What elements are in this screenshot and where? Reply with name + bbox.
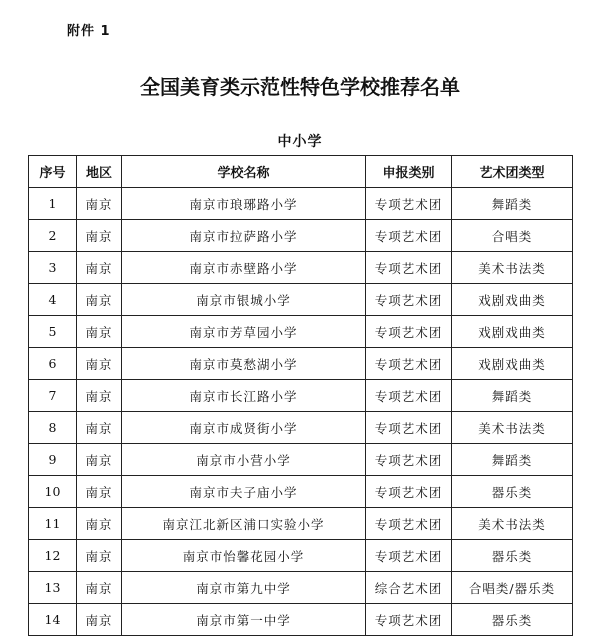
table-row bbox=[29, 444, 573, 476]
row-region: 南京 bbox=[77, 220, 122, 252]
row-index: 1 bbox=[29, 188, 77, 220]
table-row bbox=[29, 508, 573, 540]
row-region: 南京 bbox=[77, 508, 122, 540]
row-index: 8 bbox=[29, 412, 77, 444]
row-troupe-type: 器乐类 bbox=[452, 604, 573, 636]
row-application-category: 专项艺术团 bbox=[366, 508, 452, 540]
row-region: 南京 bbox=[77, 572, 122, 604]
row-application-category: 专项艺术团 bbox=[366, 220, 452, 252]
header-region: 地区 bbox=[77, 156, 122, 188]
row-index: 10 bbox=[29, 476, 77, 508]
row-troupe-type: 舞蹈类 bbox=[452, 188, 573, 220]
row-troupe-type: 美术书法类 bbox=[452, 412, 573, 444]
row-application-category: 专项艺术团 bbox=[366, 188, 452, 220]
row-troupe-type: 戏剧戏曲类 bbox=[452, 284, 573, 316]
header-troupe-type: 艺术团类型 bbox=[452, 156, 573, 188]
row-application-category: 专项艺术团 bbox=[366, 316, 452, 348]
table-row bbox=[29, 348, 573, 380]
row-troupe-type: 合唱类/器乐类 bbox=[452, 572, 573, 604]
row-school-name: 南京市芳草园小学 bbox=[122, 316, 366, 348]
row-index: 5 bbox=[29, 316, 77, 348]
row-region: 南京 bbox=[77, 284, 122, 316]
row-index: 9 bbox=[29, 444, 77, 476]
row-application-category: 专项艺术团 bbox=[366, 284, 452, 316]
table-row bbox=[29, 220, 573, 252]
row-region: 南京 bbox=[77, 380, 122, 412]
row-region: 南京 bbox=[77, 188, 122, 220]
row-application-category: 综合艺术团 bbox=[366, 572, 452, 604]
row-index: 3 bbox=[29, 252, 77, 284]
row-troupe-type: 器乐类 bbox=[452, 476, 573, 508]
row-region: 南京 bbox=[77, 540, 122, 572]
document-title: 全国美育类示范性特色学校推荐名单 bbox=[140, 75, 460, 99]
row-application-category: 专项艺术团 bbox=[366, 444, 452, 476]
row-troupe-type: 美术书法类 bbox=[452, 252, 573, 284]
table-row bbox=[29, 188, 573, 220]
attachment-label: 附件 1 bbox=[67, 24, 111, 39]
row-region: 南京 bbox=[77, 604, 122, 636]
row-application-category: 专项艺术团 bbox=[366, 412, 452, 444]
row-application-category: 专项艺术团 bbox=[366, 348, 452, 380]
row-school-name: 南京市莫愁湖小学 bbox=[122, 348, 366, 380]
row-region: 南京 bbox=[77, 252, 122, 284]
header-application-category: 申报类别 bbox=[366, 156, 452, 188]
row-region: 南京 bbox=[77, 348, 122, 380]
row-school-name: 南京市拉萨路小学 bbox=[122, 220, 366, 252]
row-index: 13 bbox=[29, 572, 77, 604]
row-school-name: 南京江北新区浦口实验小学 bbox=[122, 508, 366, 540]
table-row bbox=[29, 412, 573, 444]
row-school-name: 南京市琅琊路小学 bbox=[122, 188, 366, 220]
row-school-name: 南京市赤壁路小学 bbox=[122, 252, 366, 284]
table-header-row bbox=[29, 156, 573, 188]
row-school-name: 南京市小营小学 bbox=[122, 444, 366, 476]
table-row bbox=[29, 572, 573, 604]
row-region: 南京 bbox=[77, 476, 122, 508]
section-title: 中小学 bbox=[277, 134, 323, 150]
table-row bbox=[29, 284, 573, 316]
row-school-name: 南京市长江路小学 bbox=[122, 380, 366, 412]
row-troupe-type: 戏剧戏曲类 bbox=[452, 348, 573, 380]
row-troupe-type: 美术书法类 bbox=[452, 508, 573, 540]
table-row bbox=[29, 476, 573, 508]
row-application-category: 专项艺术团 bbox=[366, 380, 452, 412]
header-index: 序号 bbox=[29, 156, 77, 188]
row-troupe-type: 合唱类 bbox=[452, 220, 573, 252]
row-school-name: 南京市成贤街小学 bbox=[122, 412, 366, 444]
table-row bbox=[29, 604, 573, 636]
row-region: 南京 bbox=[77, 412, 122, 444]
school-list-table bbox=[28, 155, 573, 636]
row-troupe-type: 戏剧戏曲类 bbox=[452, 316, 573, 348]
row-school-name: 南京市夫子庙小学 bbox=[122, 476, 366, 508]
row-school-name: 南京市第九中学 bbox=[122, 572, 366, 604]
row-application-category: 专项艺术团 bbox=[366, 476, 452, 508]
row-application-category: 专项艺术团 bbox=[366, 604, 452, 636]
row-index: 4 bbox=[29, 284, 77, 316]
row-troupe-type: 舞蹈类 bbox=[452, 380, 573, 412]
row-school-name: 南京市银城小学 bbox=[122, 284, 366, 316]
row-index: 11 bbox=[29, 508, 77, 540]
table-row bbox=[29, 540, 573, 572]
row-index: 12 bbox=[29, 540, 77, 572]
table-row bbox=[29, 316, 573, 348]
row-region: 南京 bbox=[77, 444, 122, 476]
row-school-name: 南京市第一中学 bbox=[122, 604, 366, 636]
row-application-category: 专项艺术团 bbox=[366, 252, 452, 284]
row-school-name: 南京市怡馨花园小学 bbox=[122, 540, 366, 572]
row-index: 14 bbox=[29, 604, 77, 636]
row-region: 南京 bbox=[77, 316, 122, 348]
row-index: 6 bbox=[29, 348, 77, 380]
row-troupe-type: 舞蹈类 bbox=[452, 444, 573, 476]
row-application-category: 专项艺术团 bbox=[366, 540, 452, 572]
table-row bbox=[29, 380, 573, 412]
row-index: 7 bbox=[29, 380, 77, 412]
row-troupe-type: 器乐类 bbox=[452, 540, 573, 572]
row-index: 2 bbox=[29, 220, 77, 252]
table-row bbox=[29, 252, 573, 284]
header-school-name: 学校名称 bbox=[122, 156, 366, 188]
